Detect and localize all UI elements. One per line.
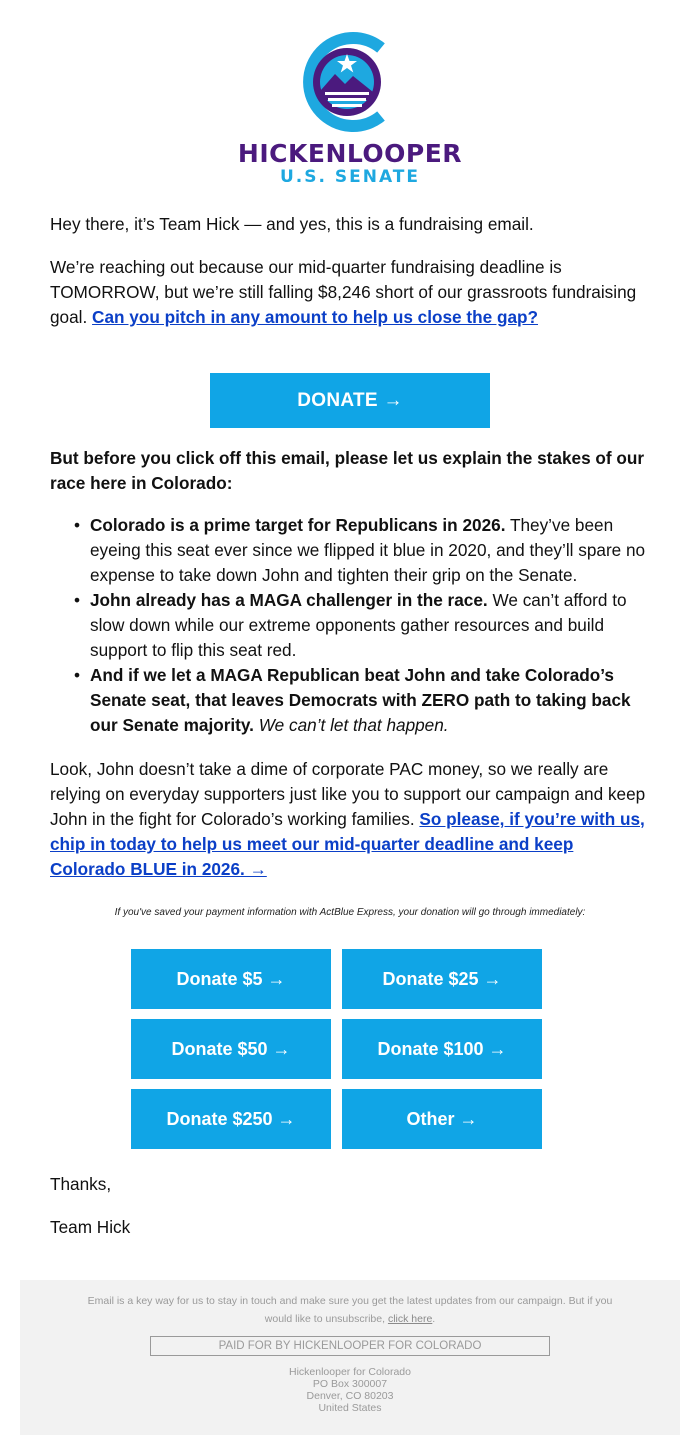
footer-message-text: Email is a key way for us to stay in touch and make sure you get the latest updates from our campaign. But if you would like to unsubscribe, (87, 1295, 613, 1325)
list-item-text: We can’t afford to slow down while our extreme opponents gather resources and build support to flip this seat red. (90, 590, 627, 660)
list-item-text: They’ve been eyeing this seat ever since we flipped it blue in 2020, and they’ll spare no expense to take down John and tighten their grip on the Senate. (90, 515, 646, 585)
campaign-logo-mark-icon (295, 28, 395, 136)
chip-in-link[interactable]: So please, if you’re with us, chip in today to help us meet our mid-quarter deadline and keep Colorado BLUE in 2026. → (50, 809, 645, 879)
address-line: PO Box 300007 (312, 1378, 388, 1390)
list-item: • Colorado is a prime target for Republicans in 2026. They’ve been eyeing this seat ever since we flipped it blue in 2020, and they’ll spare no expense to take down John and tighten their grip on the Senate. (74, 515, 646, 585)
address-line: Hickenlooper for Colorado (289, 1366, 411, 1378)
signature: Team Hick (50, 1217, 131, 1237)
donate-25-button[interactable]: Donate $25 → (342, 949, 542, 1009)
pitch-in-link[interactable]: Can you pitch in any amount to help us close the gap? (92, 307, 539, 327)
deadline-paragraph (50, 255, 650, 330)
paid-for-disclaimer: PAID FOR BY HICKENLOOPER FOR COLORADO (150, 1336, 550, 1356)
donate-other-button[interactable]: Other → (342, 1089, 542, 1149)
address-line: United States (318, 1402, 382, 1414)
stakes-list (50, 513, 650, 738)
list-item-italic: We can’t let that happen. (258, 715, 449, 735)
donate-button[interactable]: DONATE → (210, 373, 490, 428)
donate-250-button[interactable]: Donate $250 → (131, 1089, 331, 1149)
donate-100-button[interactable]: Donate $100 → (342, 1019, 542, 1079)
campaign-logo (230, 28, 470, 188)
address-line: Denver, CO 80203 (306, 1390, 394, 1402)
closing-thanks: Thanks, (50, 1174, 112, 1194)
list-item-bold: Colorado is a prime target for Republicans in 2026. (90, 515, 506, 535)
mailing-address (20, 1366, 680, 1414)
intro-paragraph: Hey there, it’s Team Hick — and yes, this is a fundraising email. (50, 214, 534, 234)
support-paragraph (50, 757, 650, 882)
actblue-express-note: If you've saved your payment information with ActBlue Express, your donation will go through immediately: (114, 907, 586, 918)
list-item-bold: John already has a MAGA challenger in the race. (90, 590, 488, 610)
logo-subtitle: U.S. SENATE (279, 167, 420, 187)
email-footer (20, 1280, 680, 1435)
donate-50-button[interactable]: Donate $50 → (131, 1019, 331, 1079)
donate-amount-grid (131, 949, 542, 1149)
unsubscribe-link[interactable]: click here (387, 1313, 433, 1325)
footer-message-end: . (432, 1313, 436, 1325)
list-item-bold: And if we let a MAGA Republican beat John and take Colorado’s Senate seat, that leaves Democrats with ZERO path to taking back our Senate majority. (90, 665, 631, 735)
support-text: Look, John doesn’t take a dime of corporate PAC money, so we really are relying on everyday supporters just like you to support our campaign and keep John in the fight for Colorado’s working families. (50, 759, 646, 829)
deadline-text: We’re reaching out because our mid-quarter fundraising deadline is TOMORROW, but we’re still falling $8,246 short of our grassroots fundraising goal. (50, 257, 637, 327)
footer-message (80, 1292, 620, 1328)
list-item: • John already has a MAGA challenger in the race. We can’t afford to slow down while our extreme opponents gather resources and build support to flip this seat red. (74, 590, 627, 660)
donate-5-button[interactable]: Donate $5 → (131, 949, 331, 1009)
list-item: • And if we let a MAGA Republican beat John and take Colorado’s Senate seat, that leaves Democrats with ZERO path to taking back our Senate majority. We can’t let that happen. (74, 665, 631, 735)
logo-name: HICKENLOOPER (237, 139, 463, 168)
stakes-heading: But before you click off this email, please let us explain the stakes of our race here in Colorado: (50, 448, 645, 493)
